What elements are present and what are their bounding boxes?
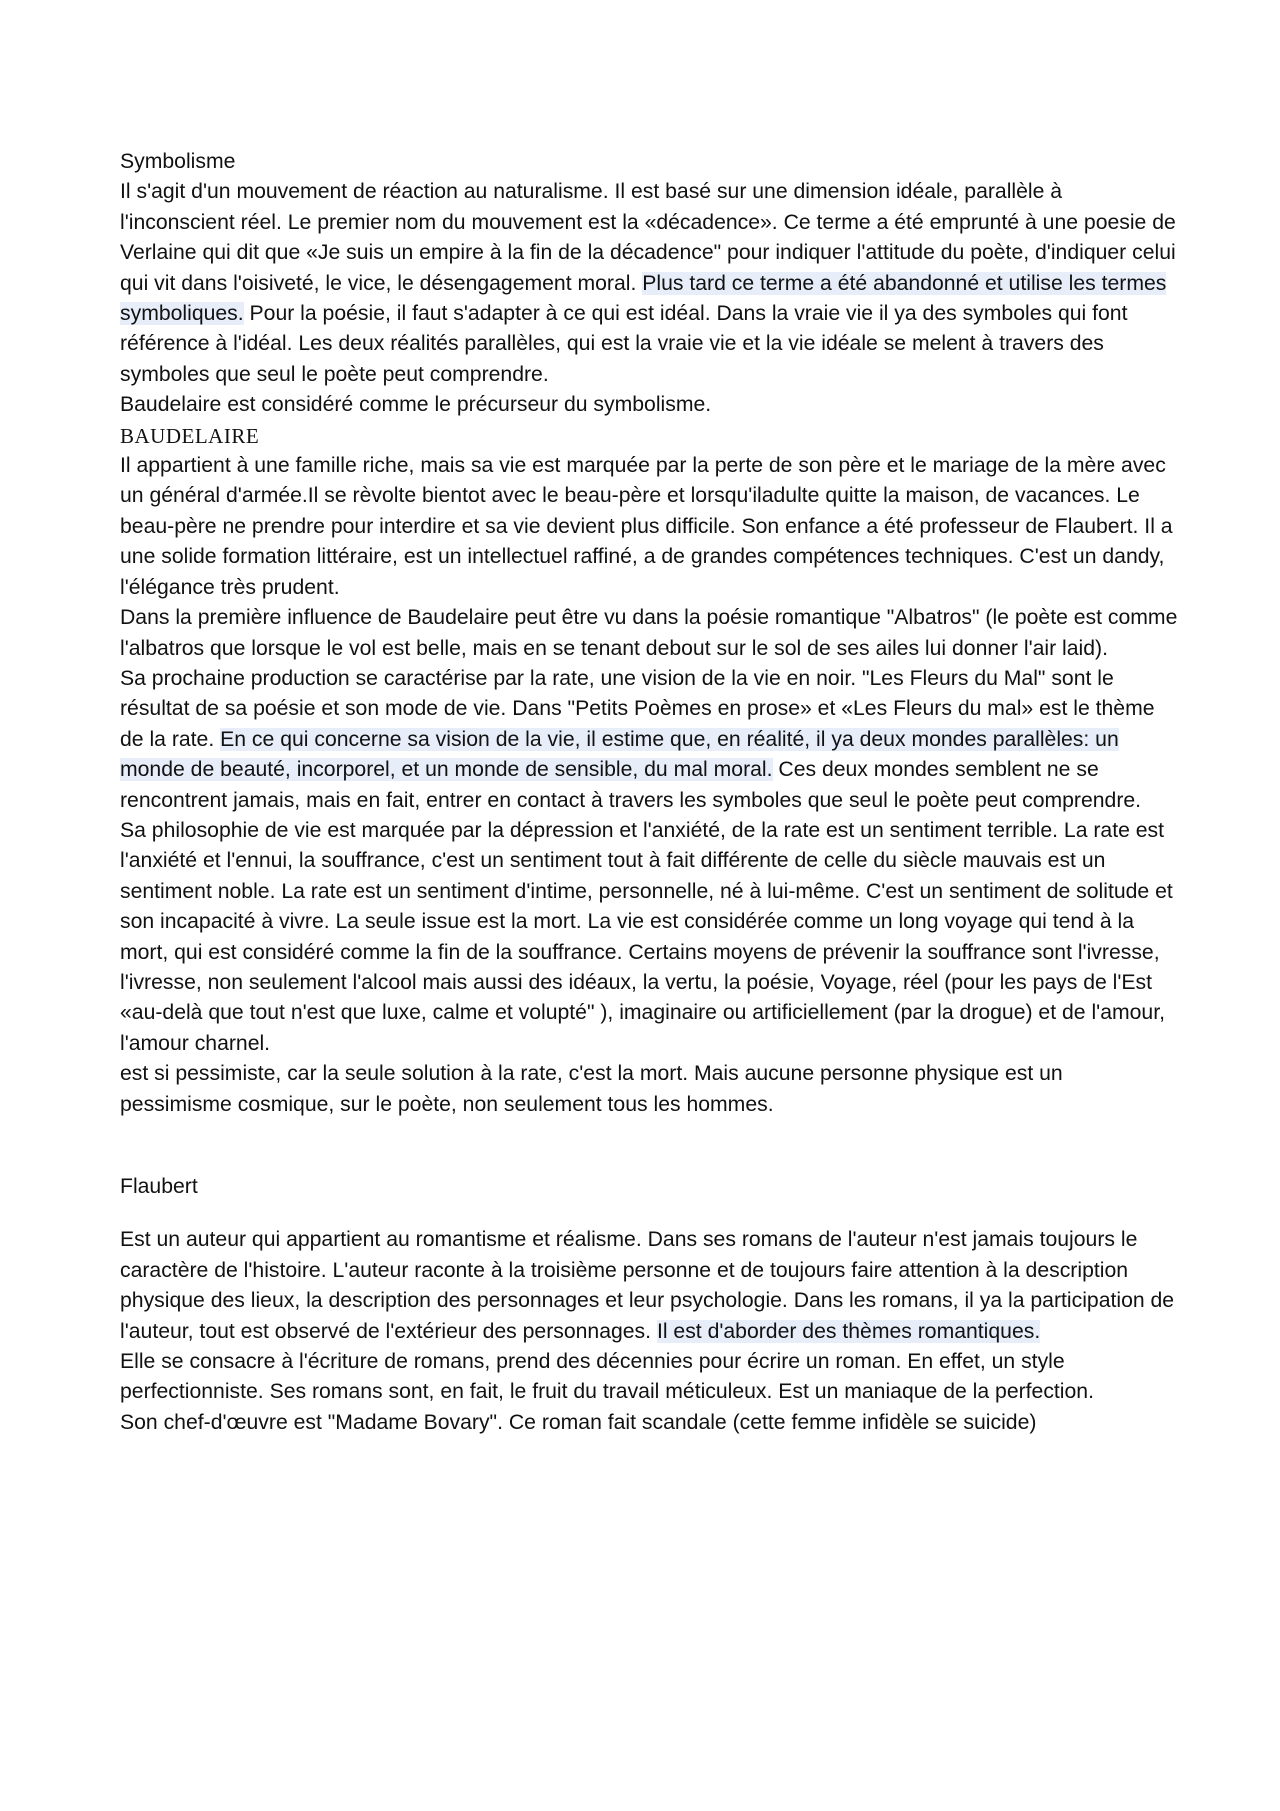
paragraph-flaubert-masterpiece: Son chef-d'œuvre est "Madame Bovary". Ce roman fait scandale (cette femme infidèle se suicide): [120, 1410, 1037, 1434]
highlighted-text: En ce qui concerne sa vision de la vie, il estime que, en réalité, il ya deux mondes parallèles: un monde de beauté, incorporel, et un monde de sensible, du mal moral.: [120, 727, 1119, 782]
paragraph-flaubert-writing: Elle se consacre à l'écriture de romans, prend des décennies pour écrire un roman. En effet, un style perfectionniste. Ses romans sont, en fait, le fruit du travail méticuleux. Est un maniaque de la perfection.: [120, 1350, 1094, 1404]
text-run: Est un auteur qui appartient au romantisme et réalisme. Dans ses romans de l'auteur n'est jamais toujours le caractère de l'histoire. L'auteur raconte à la troisième personne et de toujours faire attention à la description physique des lieux, la description des personnages et leur psychologie. Dans les romans, il ya la participation de l'auteur, tout est observé de l'extérieur des personnages.: [120, 1228, 1175, 1343]
spacer: [120, 1202, 1180, 1225]
paragraph-baudelaire-pessimism: est si pessimiste, car la seule solution à la rate, c'est la mort. Mais aucune personne physique est un pessimisme cosmique, sur le poète, non seulement tous les hommes.: [120, 1062, 1063, 1116]
paragraph-baudelaire-philosophy: Sa philosophie de vie est marquée par la dépression et l'anxiété, de la rate est un sentiment terrible. La rate est l'anxiété et l'ennui, la souffrance, c'est un sentiment tout à fait différente de celle du siècle mauvais est un sentiment noble. La rate est un sentiment d'intime, personnelle, né à lui-même. C'est un sentiment de solitude et son incapacité à vivre. La seule issue est la mort. La vie est considérée comme un long voyage qui tend à la mort, qui est considéré comme la fin de la souffrance. Certains moyens de prévenir la souffrance sont l'ivresse, l'ivresse, non seulement l'alcool mais aussi des idéaux, la vertu, la poésie, Voyage, réel (pour les pays de l'Est «au-delà que tout n'est que luxe, calme et volupté" ), imaginaire ou artificiellement (par la drogue) et de l'amour, l'amour charnel.: [120, 818, 1173, 1055]
paragraph-baudelaire-spleen: [120, 664, 1180, 816]
highlighted-text: Il est d'aborder des thèmes romantiques.: [656, 1319, 1041, 1343]
document-page: [120, 147, 1180, 1438]
text-run: Sa prochaine production se caractérise par la rate, une vision de la vie en noir. "Les Fleurs du Mal" sont le résultat de sa poésie et son mode de vie. Dans "Petits Poèmes en prose» et «Les Fleurs du mal» est le thème de la rate.: [120, 666, 1155, 751]
section-title-symbolisme: Symbolisme: [120, 150, 236, 173]
section-title-baudelaire: BAUDELAIRE: [120, 423, 260, 448]
spacer: [120, 1120, 1180, 1172]
paragraph-symbolisme-precursor: Baudelaire est considéré comme le précurseur du symbolisme.: [120, 393, 712, 417]
text-run: Ces deux mondes semblent ne se rencontrent jamais, mais en fait, entrer en contact à travers les symboles que seul le poète peut comprendre.: [120, 758, 1142, 812]
text-run: Il s'agit d'un mouvement de réaction au naturalisme. Il est basé sur une dimension idéale, parallèle à l'inconscient réel. Le premier nom du mouvement est la «décadence». Ce terme a été emprunté à une poesie de Verlaine qui dit que «Je suis un empire à la fin de la décadence" pour indiquer l'attitude du poète, d'indiquer celui qui vit dans l'oisiveté, le vice, le désengagement moral.: [120, 180, 1176, 295]
section-title-flaubert: Flaubert: [120, 1175, 198, 1198]
paragraph-symbolisme-definition: [120, 177, 1180, 390]
highlighted-text: Plus tard ce terme a été abandonné et utilise les termes symboliques.: [120, 271, 1167, 326]
paragraph-flaubert-style: [120, 1225, 1180, 1347]
paragraph-baudelaire-biography: Il appartient à une famille riche, mais sa vie est marquée par la perte de son père et le mariage de la mère avec un général d'armée.Il se rèvolte bientot avec le beau-père et lorsqu'iladulte quitte la maison, de vacances. Le beau-père ne prendre pour interdire et sa vie devient plus difficile. Son enfance a été professeur de Flaubert. Il a une solide formation littéraire, est un intellectuel raffiné, a de grandes compétences techniques. C'est un dandy, l'élégance très prudent.: [120, 454, 1173, 599]
text-run: Pour la poésie, il faut s'adapter à ce qui est idéal. Dans la vraie vie il ya des symboles qui font référence à l'idéal. Les deux réalités parallèles, qui est la vraie vie et la vie idéale se melent à travers des symboles que seul le poète peut comprendre.: [120, 302, 1128, 386]
paragraph-baudelaire-albatros: Dans la première influence de Baudelaire peut être vu dans la poésie romantique "Albatros" (le poète est comme l'albatros que lorsque le vol est belle, mais en se tenant debout sur le sol de ses ailes lui donner l'air laid).: [120, 606, 1178, 660]
